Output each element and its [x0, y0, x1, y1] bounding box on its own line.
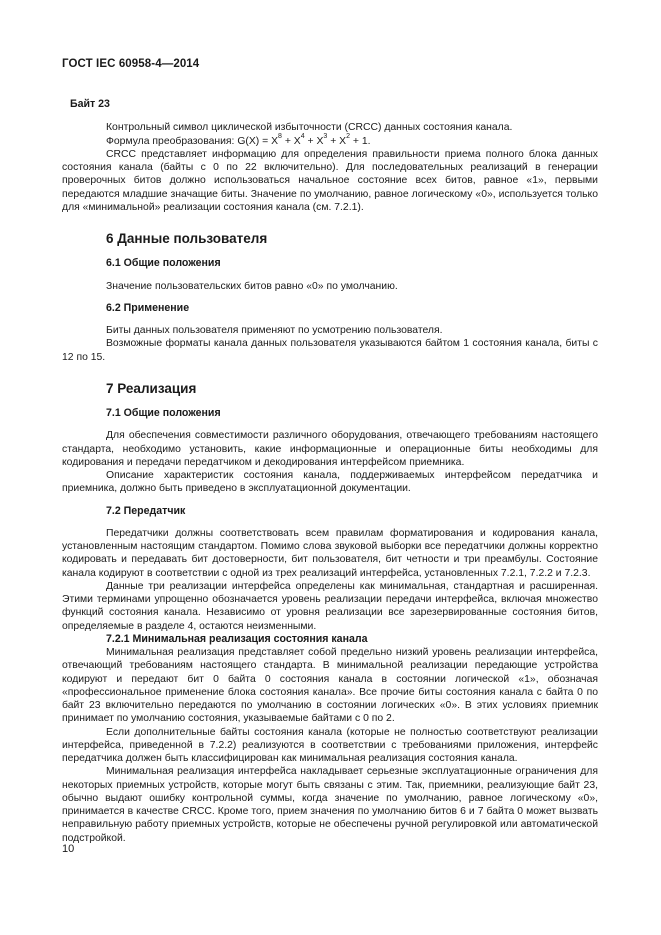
formula-plus-1: + X	[281, 135, 301, 147]
page-content	[62, 98, 598, 845]
section-7-2-title: 7.2 Передатчик	[106, 504, 186, 517]
formula-exp-2: 2	[346, 133, 350, 141]
section-7-2-paragraph-2: Данные три реализации интерфейса определены как минимальная, стандартная и расширенная. Этими терминами упрощенно обозначается уровень реализации передачи интерфейса, включая множество функций состояния канала. Независимо от уровня реализации все зарезервированные состояния битов, определяемые в разделе 4, остаются неизменными.	[62, 580, 598, 632]
formula-plus-2: + X	[304, 135, 324, 147]
section-7-2-1-paragraph-3: Минимальная реализация интерфейса накладывает серьезные эксплуатационные ограничения для некоторых приемных устройств, которые могут быть связаны с этим. Так, приемники, реализующие байт 23, обычно выдают ошибку контрольной суммы, когда значение по умолчанию, равное логическому «0», принимается в качестве CRCC. Кроме того, прием значения по умолчанию битов 6 и 7 байта 0 может вызвать неправильную работу приемных устройств, которые не обеспечены ручной регулировкой или автоматической подстройкой.	[62, 766, 598, 844]
formula-plus-3: + X	[327, 135, 347, 147]
section-7-title: 7 Реализация	[106, 380, 197, 396]
section-6-2-paragraph-1: Биты данных пользователя применяют по усмотрению пользователя.	[106, 325, 443, 336]
section-7-2-1-paragraph-2: Если дополнительные байты состояния канала (которые не полностью соответствуют реализации интерфейса, приведенной в 7.2.2) реализуются в соответствии с требованиями приложения, интерфейс передатчика должен быть классифицирован как минимальная реализация состояния канала.	[62, 726, 598, 764]
section-6-1-title: 6.1 Общие положения	[106, 257, 221, 270]
crc-formula	[62, 135, 598, 148]
section-6-1-paragraph: Значение пользовательских битов равно «0» по умолчанию.	[106, 280, 398, 292]
document-header: ГОСТ IEC 60958-4—2014	[62, 58, 200, 70]
formula-exp-8: 8	[278, 133, 282, 141]
formula-exp-3: 3	[323, 133, 328, 141]
formula-exp-4: 4	[300, 133, 305, 141]
section-7-2-paragraph-1: Передатчики должны соответствовать всем правилам форматирования и кодирования канала, установленным настоящим стандартом. Помимо слова звуковой выборки все передатчики должны корректно кодировать и передавать бит достоверности, бит пользователя, бит четности и три преамбулы. Состояние канала кодируют в соответствии с одной из трех реализаций интерфейса, установленных 7.2.1, 7.2.2 и 7.2.3.	[62, 527, 598, 579]
section-6-2-paragraph-2: Возможные форматы канала данных пользователя указываются байтом 1 состояния канала, биты с 12 по 15.	[62, 338, 598, 363]
section-7-1-paragraph-1: Для обеспечения совместимости различного оборудования, отвечающего требованиям настоящего стандарта, необходимо установить, какие информационные и операционные биты необходимы для кодирования и передачи передатчиком и декодирования интерфейсом приемника.	[62, 430, 598, 468]
page-number: 10	[62, 843, 75, 855]
formula-prefix: Формула преобразования: G(X) = X	[106, 135, 279, 147]
section-7-1-paragraph-2: Описание характеристик состояния канала, поддерживаемых интерфейсом передатчика и приемника, должно быть приведено в эксплуатационной документации.	[62, 470, 598, 495]
byte-23-paragraph-1: Контрольный символ циклической избыточности (CRCC) данных состояния канала.	[106, 122, 513, 134]
section-7-2-1-paragraph-1: Минимальная реализация представляет собой предельно низкий уровень реализации интерфейса, отвечающий требованиям настоящего стандарта. В минимальной реализации передающие устройства кодируют и передают бит 0 байта 0 состояния канала в состоянии логической «1», обозначая «профессиональное применение блока состояния канала». Все прочие биты состояния канала с байта 0 по байт 23 включительно передаются по умолчанию в состоянии логических «0». В этих условиях приемник принимает по умолчанию состояния, указываемые байтами с 0 по 2.	[62, 647, 598, 725]
section-7-2-1-title: 7.2.1 Минимальная реализация состояния канала	[106, 632, 368, 645]
section-6-title: 6 Данные пользователя	[106, 231, 268, 246]
section-6-2-title: 6.2 Применение	[106, 301, 190, 314]
section-7-1-title: 7.1 Общие положения	[106, 407, 221, 419]
byte-23-paragraph-3: CRCC представляет информацию для определения правильности приема полного блока данных состояния канала (байты с 0 по 22 включительно). Для последовательных реализаций в генерации проверочных битов должно использоваться начальное состояние всех битов, равное «1», первыми передаются младшие значащие биты. Значение по умолчанию, равное логическому «0», используется только для «минимальной» реализации состояния канала (см. 7.2.1).	[62, 148, 598, 213]
formula-suffix: + 1.	[350, 135, 371, 147]
byte-23-title: Байт 23	[70, 98, 110, 110]
